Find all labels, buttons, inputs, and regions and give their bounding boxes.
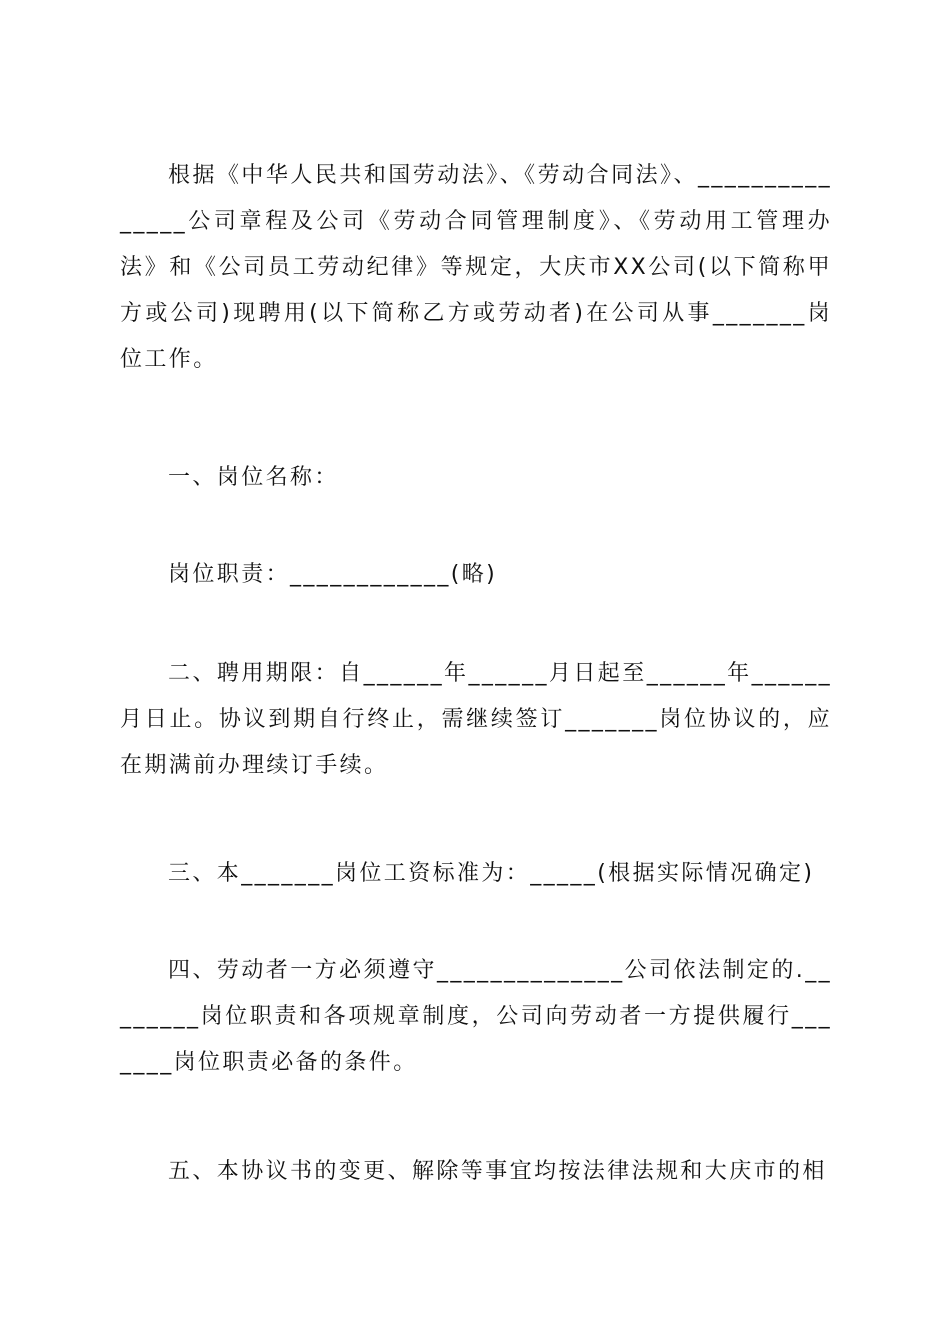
paragraph-position-name: 一、岗位名称：: [168, 465, 339, 490]
paragraph-salary-standard: 三、本_______岗位工资标准为：_____(根据实际情况确定): [168, 861, 815, 886]
paragraph-preamble: 根据《中华人民共和国劳动法》、《劳动合同法》、__________ _____公司章程及公司《劳动合同管理制度》、《劳动用工管理办法》和《公司员工劳动纪律》等规定，大庆市XX公司(以下简称甲方或公司)现聘用(以下简称乙方或劳动者)在公司从事_______岗位工作。: [120, 163, 832, 372]
paragraph-obligations: 四、劳动者一方必须遵守______________公司依法制定的.________岗位职责和各项规章制度，公司向劳动者一方提供履行_______岗位职责必备的条件。: [120, 958, 832, 1075]
paragraph-position-duties: 岗位职责：____________(略): [168, 562, 498, 587]
paragraph-changes: 五、本协议书的变更、解除等事宜均按法律法规和大庆市的相: [168, 1159, 827, 1184]
paragraph-employment-term: 二、聘用期限：自______年______月日起至______年______月日止。协议到期自行终止，需继续签订_______岗位协议的，应在期满前办理续订手续。: [120, 661, 832, 778]
